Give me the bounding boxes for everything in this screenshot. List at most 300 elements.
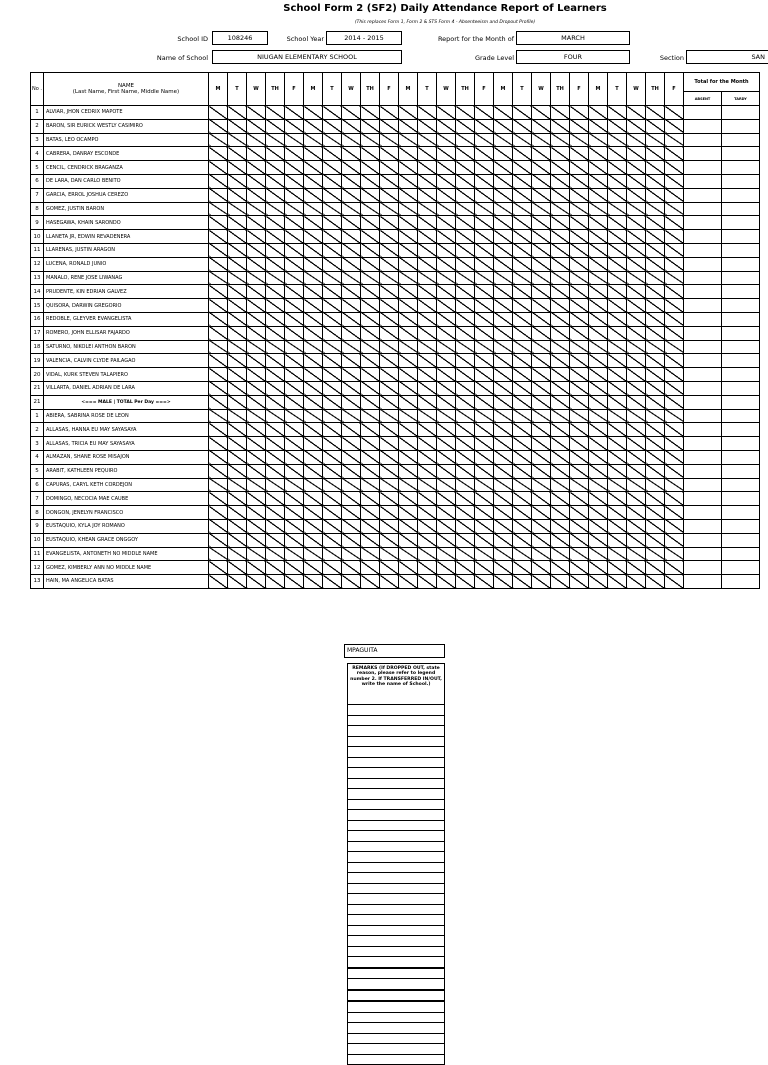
attendance-cell[interactable]	[608, 202, 627, 216]
attendance-cell[interactable]	[380, 243, 399, 257]
attendance-cell[interactable]	[285, 202, 304, 216]
attendance-cell[interactable]	[532, 285, 551, 299]
attendance-cell[interactable]	[228, 257, 247, 271]
attendance-cell[interactable]	[646, 202, 665, 216]
total-per-day-cell[interactable]	[532, 395, 551, 409]
tardy-total-cell[interactable]	[722, 506, 760, 520]
attendance-cell[interactable]	[285, 216, 304, 230]
attendance-cell[interactable]	[266, 437, 285, 451]
remarks-cell[interactable]	[348, 1054, 445, 1065]
attendance-cell[interactable]	[532, 492, 551, 506]
attendance-cell[interactable]	[551, 188, 570, 202]
attendance-cell[interactable]	[266, 326, 285, 340]
attendance-cell[interactable]	[399, 423, 418, 437]
attendance-cell[interactable]	[646, 575, 665, 589]
remarks-cell[interactable]	[348, 726, 445, 737]
attendance-cell[interactable]	[570, 354, 589, 368]
attendance-cell[interactable]	[608, 381, 627, 395]
attendance-cell[interactable]	[209, 285, 228, 299]
attendance-cell[interactable]	[228, 271, 247, 285]
attendance-cell[interactable]	[456, 326, 475, 340]
attendance-cell[interactable]	[627, 174, 646, 188]
attendance-cell[interactable]	[665, 133, 684, 147]
total-per-day-cell[interactable]	[456, 395, 475, 409]
attendance-cell[interactable]	[646, 216, 665, 230]
attendance-cell[interactable]	[551, 450, 570, 464]
attendance-cell[interactable]	[209, 492, 228, 506]
attendance-cell[interactable]	[361, 230, 380, 244]
total-per-day-cell[interactable]	[570, 395, 589, 409]
absent-total-cell[interactable]	[684, 230, 722, 244]
attendance-cell[interactable]	[608, 547, 627, 561]
attendance-cell[interactable]	[304, 202, 323, 216]
attendance-cell[interactable]	[494, 230, 513, 244]
attendance-cell[interactable]	[475, 354, 494, 368]
attendance-cell[interactable]	[266, 381, 285, 395]
attendance-cell[interactable]	[627, 133, 646, 147]
attendance-cell[interactable]	[494, 519, 513, 533]
attendance-cell[interactable]	[456, 450, 475, 464]
attendance-cell[interactable]	[532, 133, 551, 147]
absent-total-cell[interactable]	[684, 533, 722, 547]
attendance-cell[interactable]	[551, 575, 570, 589]
attendance-cell[interactable]	[475, 506, 494, 520]
attendance-cell[interactable]	[475, 519, 494, 533]
attendance-cell[interactable]	[532, 147, 551, 161]
attendance-cell[interactable]	[532, 437, 551, 451]
attendance-cell[interactable]	[475, 492, 494, 506]
absent-total-cell[interactable]	[684, 478, 722, 492]
tardy-total-cell[interactable]	[722, 285, 760, 299]
total-per-day-cell[interactable]	[494, 395, 513, 409]
attendance-cell[interactable]	[475, 271, 494, 285]
attendance-cell[interactable]	[323, 188, 342, 202]
attendance-cell[interactable]	[304, 561, 323, 575]
attendance-cell[interactable]	[589, 202, 608, 216]
month-total-cell[interactable]	[684, 395, 722, 409]
attendance-cell[interactable]	[247, 561, 266, 575]
attendance-cell[interactable]	[418, 492, 437, 506]
attendance-cell[interactable]	[608, 368, 627, 382]
remarks-cell[interactable]	[348, 820, 445, 831]
attendance-cell[interactable]	[418, 437, 437, 451]
attendance-cell[interactable]	[361, 423, 380, 437]
attendance-cell[interactable]	[380, 230, 399, 244]
attendance-cell[interactable]	[456, 230, 475, 244]
tardy-total-cell[interactable]	[722, 450, 760, 464]
attendance-cell[interactable]	[285, 312, 304, 326]
attendance-cell[interactable]	[646, 423, 665, 437]
attendance-cell[interactable]	[456, 147, 475, 161]
total-per-day-cell[interactable]	[513, 395, 532, 409]
attendance-cell[interactable]	[418, 547, 437, 561]
absent-total-cell[interactable]	[684, 575, 722, 589]
attendance-cell[interactable]	[608, 188, 627, 202]
attendance-cell[interactable]	[627, 533, 646, 547]
attendance-cell[interactable]	[494, 340, 513, 354]
attendance-cell[interactable]	[361, 464, 380, 478]
attendance-cell[interactable]	[285, 285, 304, 299]
remarks-cell[interactable]	[348, 1012, 445, 1023]
attendance-cell[interactable]	[418, 519, 437, 533]
attendance-cell[interactable]	[209, 312, 228, 326]
attendance-cell[interactable]	[380, 340, 399, 354]
remarks-cell[interactable]	[348, 736, 445, 747]
attendance-cell[interactable]	[437, 119, 456, 133]
attendance-cell[interactable]	[418, 174, 437, 188]
attendance-cell[interactable]	[570, 133, 589, 147]
attendance-cell[interactable]	[266, 133, 285, 147]
attendance-cell[interactable]	[285, 271, 304, 285]
attendance-cell[interactable]	[513, 243, 532, 257]
attendance-cell[interactable]	[665, 368, 684, 382]
attendance-cell[interactable]	[399, 133, 418, 147]
attendance-cell[interactable]	[304, 326, 323, 340]
attendance-cell[interactable]	[646, 492, 665, 506]
attendance-cell[interactable]	[513, 271, 532, 285]
attendance-cell[interactable]	[323, 506, 342, 520]
attendance-cell[interactable]	[589, 161, 608, 175]
attendance-cell[interactable]	[570, 119, 589, 133]
attendance-cell[interactable]	[532, 547, 551, 561]
attendance-cell[interactable]	[399, 533, 418, 547]
remarks-cell[interactable]	[348, 883, 445, 894]
attendance-cell[interactable]	[646, 381, 665, 395]
attendance-cell[interactable]	[513, 437, 532, 451]
total-per-day-cell[interactable]	[589, 395, 608, 409]
attendance-cell[interactable]	[418, 285, 437, 299]
attendance-cell[interactable]	[361, 147, 380, 161]
attendance-cell[interactable]	[399, 506, 418, 520]
attendance-cell[interactable]	[209, 561, 228, 575]
absent-total-cell[interactable]	[684, 561, 722, 575]
attendance-cell[interactable]	[399, 326, 418, 340]
attendance-cell[interactable]	[456, 547, 475, 561]
total-per-day-cell[interactable]	[247, 395, 266, 409]
attendance-cell[interactable]	[323, 492, 342, 506]
attendance-cell[interactable]	[513, 561, 532, 575]
attendance-cell[interactable]	[228, 133, 247, 147]
attendance-cell[interactable]	[456, 381, 475, 395]
attendance-cell[interactable]	[551, 119, 570, 133]
attendance-cell[interactable]	[494, 326, 513, 340]
absent-total-cell[interactable]	[684, 450, 722, 464]
absent-total-cell[interactable]	[684, 506, 722, 520]
attendance-cell[interactable]	[589, 106, 608, 120]
attendance-cell[interactable]	[532, 354, 551, 368]
attendance-cell[interactable]	[304, 368, 323, 382]
attendance-cell[interactable]	[475, 202, 494, 216]
tardy-total-cell[interactable]	[722, 161, 760, 175]
attendance-cell[interactable]	[266, 243, 285, 257]
attendance-cell[interactable]	[266, 312, 285, 326]
attendance-cell[interactable]	[437, 243, 456, 257]
attendance-cell[interactable]	[228, 561, 247, 575]
attendance-cell[interactable]	[342, 216, 361, 230]
attendance-cell[interactable]	[247, 271, 266, 285]
attendance-cell[interactable]	[589, 533, 608, 547]
attendance-cell[interactable]	[551, 106, 570, 120]
attendance-cell[interactable]	[475, 437, 494, 451]
attendance-cell[interactable]	[361, 478, 380, 492]
attendance-cell[interactable]	[380, 285, 399, 299]
attendance-cell[interactable]	[323, 285, 342, 299]
attendance-cell[interactable]	[304, 119, 323, 133]
attendance-cell[interactable]	[285, 119, 304, 133]
remarks-cell[interactable]	[348, 1001, 445, 1012]
attendance-cell[interactable]	[399, 409, 418, 423]
attendance-cell[interactable]	[494, 381, 513, 395]
attendance-cell[interactable]	[456, 257, 475, 271]
attendance-cell[interactable]	[627, 368, 646, 382]
attendance-cell[interactable]	[551, 285, 570, 299]
tardy-total-cell[interactable]	[722, 478, 760, 492]
attendance-cell[interactable]	[361, 450, 380, 464]
attendance-cell[interactable]	[285, 106, 304, 120]
attendance-cell[interactable]	[342, 437, 361, 451]
attendance-cell[interactable]	[228, 368, 247, 382]
absent-total-cell[interactable]	[684, 285, 722, 299]
attendance-cell[interactable]	[437, 409, 456, 423]
attendance-cell[interactable]	[418, 478, 437, 492]
attendance-cell[interactable]	[570, 381, 589, 395]
attendance-cell[interactable]	[323, 368, 342, 382]
attendance-cell[interactable]	[342, 161, 361, 175]
section-continued-field[interactable]: MPAGUITA	[344, 644, 445, 658]
attendance-cell[interactable]	[323, 533, 342, 547]
attendance-cell[interactable]	[532, 174, 551, 188]
attendance-cell[interactable]	[418, 409, 437, 423]
attendance-cell[interactable]	[513, 299, 532, 313]
remarks-cell[interactable]	[348, 705, 445, 716]
attendance-cell[interactable]	[570, 368, 589, 382]
attendance-cell[interactable]	[608, 119, 627, 133]
attendance-cell[interactable]	[532, 368, 551, 382]
tardy-total-cell[interactable]	[722, 326, 760, 340]
attendance-cell[interactable]	[665, 285, 684, 299]
attendance-cell[interactable]	[209, 423, 228, 437]
attendance-cell[interactable]	[380, 119, 399, 133]
attendance-cell[interactable]	[380, 354, 399, 368]
attendance-cell[interactable]	[228, 354, 247, 368]
attendance-cell[interactable]	[323, 340, 342, 354]
attendance-cell[interactable]	[532, 575, 551, 589]
attendance-cell[interactable]	[285, 464, 304, 478]
attendance-cell[interactable]	[513, 423, 532, 437]
attendance-cell[interactable]	[304, 174, 323, 188]
attendance-cell[interactable]	[475, 257, 494, 271]
total-per-day-cell[interactable]	[342, 395, 361, 409]
attendance-cell[interactable]	[342, 409, 361, 423]
attendance-cell[interactable]	[513, 174, 532, 188]
attendance-cell[interactable]	[627, 257, 646, 271]
attendance-cell[interactable]	[475, 174, 494, 188]
tardy-total-cell[interactable]	[722, 243, 760, 257]
attendance-cell[interactable]	[456, 409, 475, 423]
attendance-cell[interactable]	[247, 216, 266, 230]
attendance-cell[interactable]	[589, 299, 608, 313]
attendance-cell[interactable]	[665, 161, 684, 175]
attendance-cell[interactable]	[342, 202, 361, 216]
attendance-cell[interactable]	[361, 133, 380, 147]
attendance-cell[interactable]	[608, 133, 627, 147]
attendance-cell[interactable]	[475, 423, 494, 437]
attendance-cell[interactable]	[304, 216, 323, 230]
attendance-cell[interactable]	[247, 174, 266, 188]
tardy-total-cell[interactable]	[722, 547, 760, 561]
attendance-cell[interactable]	[570, 340, 589, 354]
attendance-cell[interactable]	[209, 299, 228, 313]
attendance-cell[interactable]	[285, 147, 304, 161]
attendance-cell[interactable]	[551, 147, 570, 161]
attendance-cell[interactable]	[418, 230, 437, 244]
attendance-cell[interactable]	[304, 299, 323, 313]
remarks-cell[interactable]	[348, 1023, 445, 1034]
attendance-cell[interactable]	[323, 243, 342, 257]
attendance-cell[interactable]	[304, 230, 323, 244]
attendance-cell[interactable]	[285, 575, 304, 589]
attendance-cell[interactable]	[513, 257, 532, 271]
attendance-cell[interactable]	[247, 464, 266, 478]
attendance-cell[interactable]	[266, 506, 285, 520]
absent-total-cell[interactable]	[684, 547, 722, 561]
attendance-cell[interactable]	[380, 547, 399, 561]
attendance-cell[interactable]	[513, 188, 532, 202]
attendance-cell[interactable]	[380, 216, 399, 230]
attendance-cell[interactable]	[304, 340, 323, 354]
attendance-cell[interactable]	[304, 133, 323, 147]
attendance-cell[interactable]	[228, 161, 247, 175]
attendance-cell[interactable]	[665, 230, 684, 244]
attendance-cell[interactable]	[532, 423, 551, 437]
attendance-cell[interactable]	[323, 326, 342, 340]
attendance-cell[interactable]	[380, 174, 399, 188]
attendance-cell[interactable]	[285, 506, 304, 520]
attendance-cell[interactable]	[228, 533, 247, 547]
attendance-cell[interactable]	[456, 188, 475, 202]
attendance-cell[interactable]	[551, 271, 570, 285]
attendance-cell[interactable]	[399, 437, 418, 451]
remarks-cell[interactable]	[348, 946, 445, 957]
attendance-cell[interactable]	[418, 312, 437, 326]
absent-total-cell[interactable]	[684, 381, 722, 395]
attendance-cell[interactable]	[437, 230, 456, 244]
attendance-cell[interactable]	[304, 547, 323, 561]
remarks-cell[interactable]	[348, 1033, 445, 1044]
attendance-cell[interactable]	[532, 161, 551, 175]
attendance-cell[interactable]	[247, 119, 266, 133]
attendance-cell[interactable]	[532, 464, 551, 478]
attendance-cell[interactable]	[247, 202, 266, 216]
attendance-cell[interactable]	[589, 326, 608, 340]
attendance-cell[interactable]	[646, 285, 665, 299]
absent-total-cell[interactable]	[684, 106, 722, 120]
remarks-cell[interactable]	[348, 831, 445, 842]
attendance-cell[interactable]	[418, 216, 437, 230]
attendance-cell[interactable]	[342, 519, 361, 533]
attendance-cell[interactable]	[665, 202, 684, 216]
attendance-cell[interactable]	[323, 133, 342, 147]
attendance-cell[interactable]	[247, 492, 266, 506]
attendance-cell[interactable]	[361, 174, 380, 188]
attendance-cell[interactable]	[608, 575, 627, 589]
attendance-cell[interactable]	[532, 381, 551, 395]
attendance-cell[interactable]	[266, 299, 285, 313]
attendance-cell[interactable]	[285, 174, 304, 188]
attendance-cell[interactable]	[266, 519, 285, 533]
attendance-cell[interactable]	[456, 285, 475, 299]
attendance-cell[interactable]	[456, 575, 475, 589]
tardy-total-cell[interactable]	[722, 133, 760, 147]
attendance-cell[interactable]	[266, 464, 285, 478]
attendance-cell[interactable]	[456, 312, 475, 326]
attendance-cell[interactable]	[646, 257, 665, 271]
attendance-cell[interactable]	[551, 464, 570, 478]
attendance-cell[interactable]	[304, 519, 323, 533]
tardy-total-cell[interactable]	[722, 230, 760, 244]
attendance-cell[interactable]	[627, 575, 646, 589]
attendance-cell[interactable]	[589, 340, 608, 354]
attendance-cell[interactable]	[456, 202, 475, 216]
attendance-cell[interactable]	[646, 174, 665, 188]
attendance-cell[interactable]	[247, 230, 266, 244]
attendance-cell[interactable]	[627, 312, 646, 326]
tardy-total-cell[interactable]	[722, 354, 760, 368]
absent-total-cell[interactable]	[684, 464, 722, 478]
attendance-cell[interactable]	[608, 519, 627, 533]
attendance-cell[interactable]	[608, 437, 627, 451]
attendance-cell[interactable]	[437, 202, 456, 216]
attendance-cell[interactable]	[608, 354, 627, 368]
month-total-cell[interactable]	[722, 395, 760, 409]
attendance-cell[interactable]	[285, 423, 304, 437]
total-per-day-cell[interactable]	[418, 395, 437, 409]
attendance-cell[interactable]	[380, 575, 399, 589]
attendance-cell[interactable]	[304, 423, 323, 437]
attendance-cell[interactable]	[361, 354, 380, 368]
attendance-cell[interactable]	[456, 271, 475, 285]
attendance-cell[interactable]	[437, 533, 456, 547]
attendance-cell[interactable]	[228, 106, 247, 120]
attendance-cell[interactable]	[247, 326, 266, 340]
attendance-cell[interactable]	[627, 230, 646, 244]
attendance-cell[interactable]	[304, 257, 323, 271]
attendance-cell[interactable]	[361, 492, 380, 506]
attendance-cell[interactable]	[665, 506, 684, 520]
attendance-cell[interactable]	[608, 533, 627, 547]
attendance-cell[interactable]	[209, 216, 228, 230]
total-per-day-cell[interactable]	[437, 395, 456, 409]
attendance-cell[interactable]	[266, 106, 285, 120]
tardy-total-cell[interactable]	[722, 423, 760, 437]
attendance-cell[interactable]	[228, 575, 247, 589]
attendance-cell[interactable]	[247, 161, 266, 175]
attendance-cell[interactable]	[266, 216, 285, 230]
absent-total-cell[interactable]	[684, 492, 722, 506]
attendance-cell[interactable]	[532, 506, 551, 520]
attendance-cell[interactable]	[475, 147, 494, 161]
attendance-cell[interactable]	[285, 326, 304, 340]
attendance-cell[interactable]	[323, 478, 342, 492]
attendance-cell[interactable]	[475, 299, 494, 313]
tardy-total-cell[interactable]	[722, 409, 760, 423]
attendance-cell[interactable]	[513, 547, 532, 561]
attendance-cell[interactable]	[532, 299, 551, 313]
remarks-cell[interactable]	[348, 810, 445, 821]
tardy-total-cell[interactable]	[722, 216, 760, 230]
attendance-cell[interactable]	[665, 437, 684, 451]
tardy-total-cell[interactable]	[722, 312, 760, 326]
